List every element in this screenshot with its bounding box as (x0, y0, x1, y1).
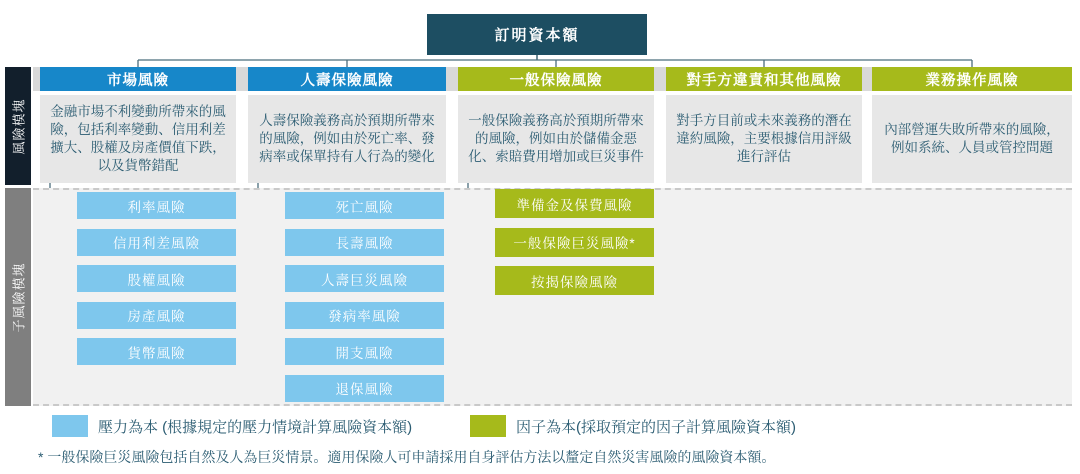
sub-risk-box (285, 229, 444, 256)
sub-risk-box (77, 265, 236, 292)
column-description-2 (248, 95, 446, 183)
column-description-text: 一般保險義務高於預期所帶來的風險，例如由於儲備金惡化、索賠費用增加或巨災事件 (468, 113, 644, 164)
sub-risk-box (285, 192, 444, 219)
sub-risk-label: 房產風險 (127, 309, 186, 324)
column-description-text: 內部營運失敗所帶來的風險，例如系統、人員或管控問題 (884, 122, 1060, 155)
sub-risk-label: 人壽巨災風險 (321, 272, 408, 288)
sub-risk-box (77, 338, 236, 365)
sub-risk-box (285, 338, 444, 365)
sub-risk-box (77, 302, 236, 329)
legend-label: 因子為本(採取預定的因子計算風險資本額) (516, 418, 796, 436)
column-description-text: 金融市場不利變動所帶來的風險，包括利率變動、信用利差擴大、股權及房產價值下跌，以及貨幣錯配 (50, 104, 226, 173)
sub-risk-label: 長壽風險 (335, 236, 394, 251)
legend-swatch-stress (52, 415, 88, 437)
sub-risk-label: 死亡風險 (335, 199, 394, 215)
legend-swatch-factor (470, 415, 506, 437)
column-description-text: 人壽保險義務高於預期所帶來的風險，例如由於死亡率、發病率或保單持有人行為的變化 (259, 113, 435, 164)
sub-risk-box (495, 189, 654, 218)
legend-item-stress (52, 414, 412, 438)
column-header-label: 業務操作風險 (925, 72, 1019, 89)
column-header-label: 市場風險 (107, 72, 169, 89)
column-description-3 (458, 95, 654, 183)
sidebar-sub-risk-module (5, 188, 31, 406)
sub-risk-label: 信用利差風險 (113, 236, 200, 251)
sub-risk-box (285, 265, 444, 292)
sub-risk-box (495, 228, 654, 257)
sub-risk-label: 股權風險 (127, 272, 186, 288)
sidebar-risk-module (5, 67, 31, 185)
sub-risk-label: 一般保險巨災風險* (513, 236, 636, 251)
column-description-4 (666, 95, 862, 183)
footnote: * 一般保險巨災風險包括自然及人為巨災情景。適用保險人可申請採用自身評估方法以釐定自然災害風險的風險資本額。 (38, 449, 776, 465)
column-description-1 (40, 95, 236, 183)
legend-label: 壓力為本 (根據規定的壓力情境計算風險資本額) (98, 418, 413, 436)
sub-risk-panel (33, 188, 1072, 406)
sub-risk-box (77, 229, 236, 256)
column-header-label: 對手方違責和其他風險 (686, 72, 842, 89)
column-description-5 (872, 95, 1072, 183)
sub-risk-box (77, 192, 236, 219)
column-header-4 (666, 67, 862, 91)
sidebar-sub-risk-module-label: 子風險模塊 (11, 261, 27, 333)
sub-risk-box (285, 302, 444, 329)
column-header-2 (248, 67, 446, 91)
sub-risk-box (285, 375, 444, 402)
root-node-label: 訂明資本額 (494, 27, 580, 44)
sub-risk-label: 開支風險 (335, 345, 394, 361)
legend-item-factor (470, 414, 796, 438)
column-header-5 (872, 67, 1072, 91)
root-node (427, 14, 647, 55)
column-description-text: 對手方目前或未來義務的潛在違約風險，主要根據信用評級進行評估 (676, 113, 852, 164)
column-header-3 (458, 67, 654, 91)
sub-risk-label: 發病率風險 (328, 309, 401, 324)
sub-risk-label: 貨幣風險 (127, 345, 186, 361)
column-header-1 (40, 67, 236, 91)
column-header-label: 人壽保險風險 (300, 72, 394, 89)
column-header-label: 一般保險風險 (509, 72, 603, 89)
sub-risk-label: 利率風險 (127, 199, 186, 215)
sub-risk-box (495, 266, 654, 295)
sub-risk-label: 退保風險 (335, 382, 394, 397)
sub-risk-label: 準備金及保費風險 (516, 197, 633, 213)
sub-risk-label: 按揭保險風險 (531, 274, 618, 290)
sidebar-risk-module-label: 風險模塊 (11, 97, 27, 155)
